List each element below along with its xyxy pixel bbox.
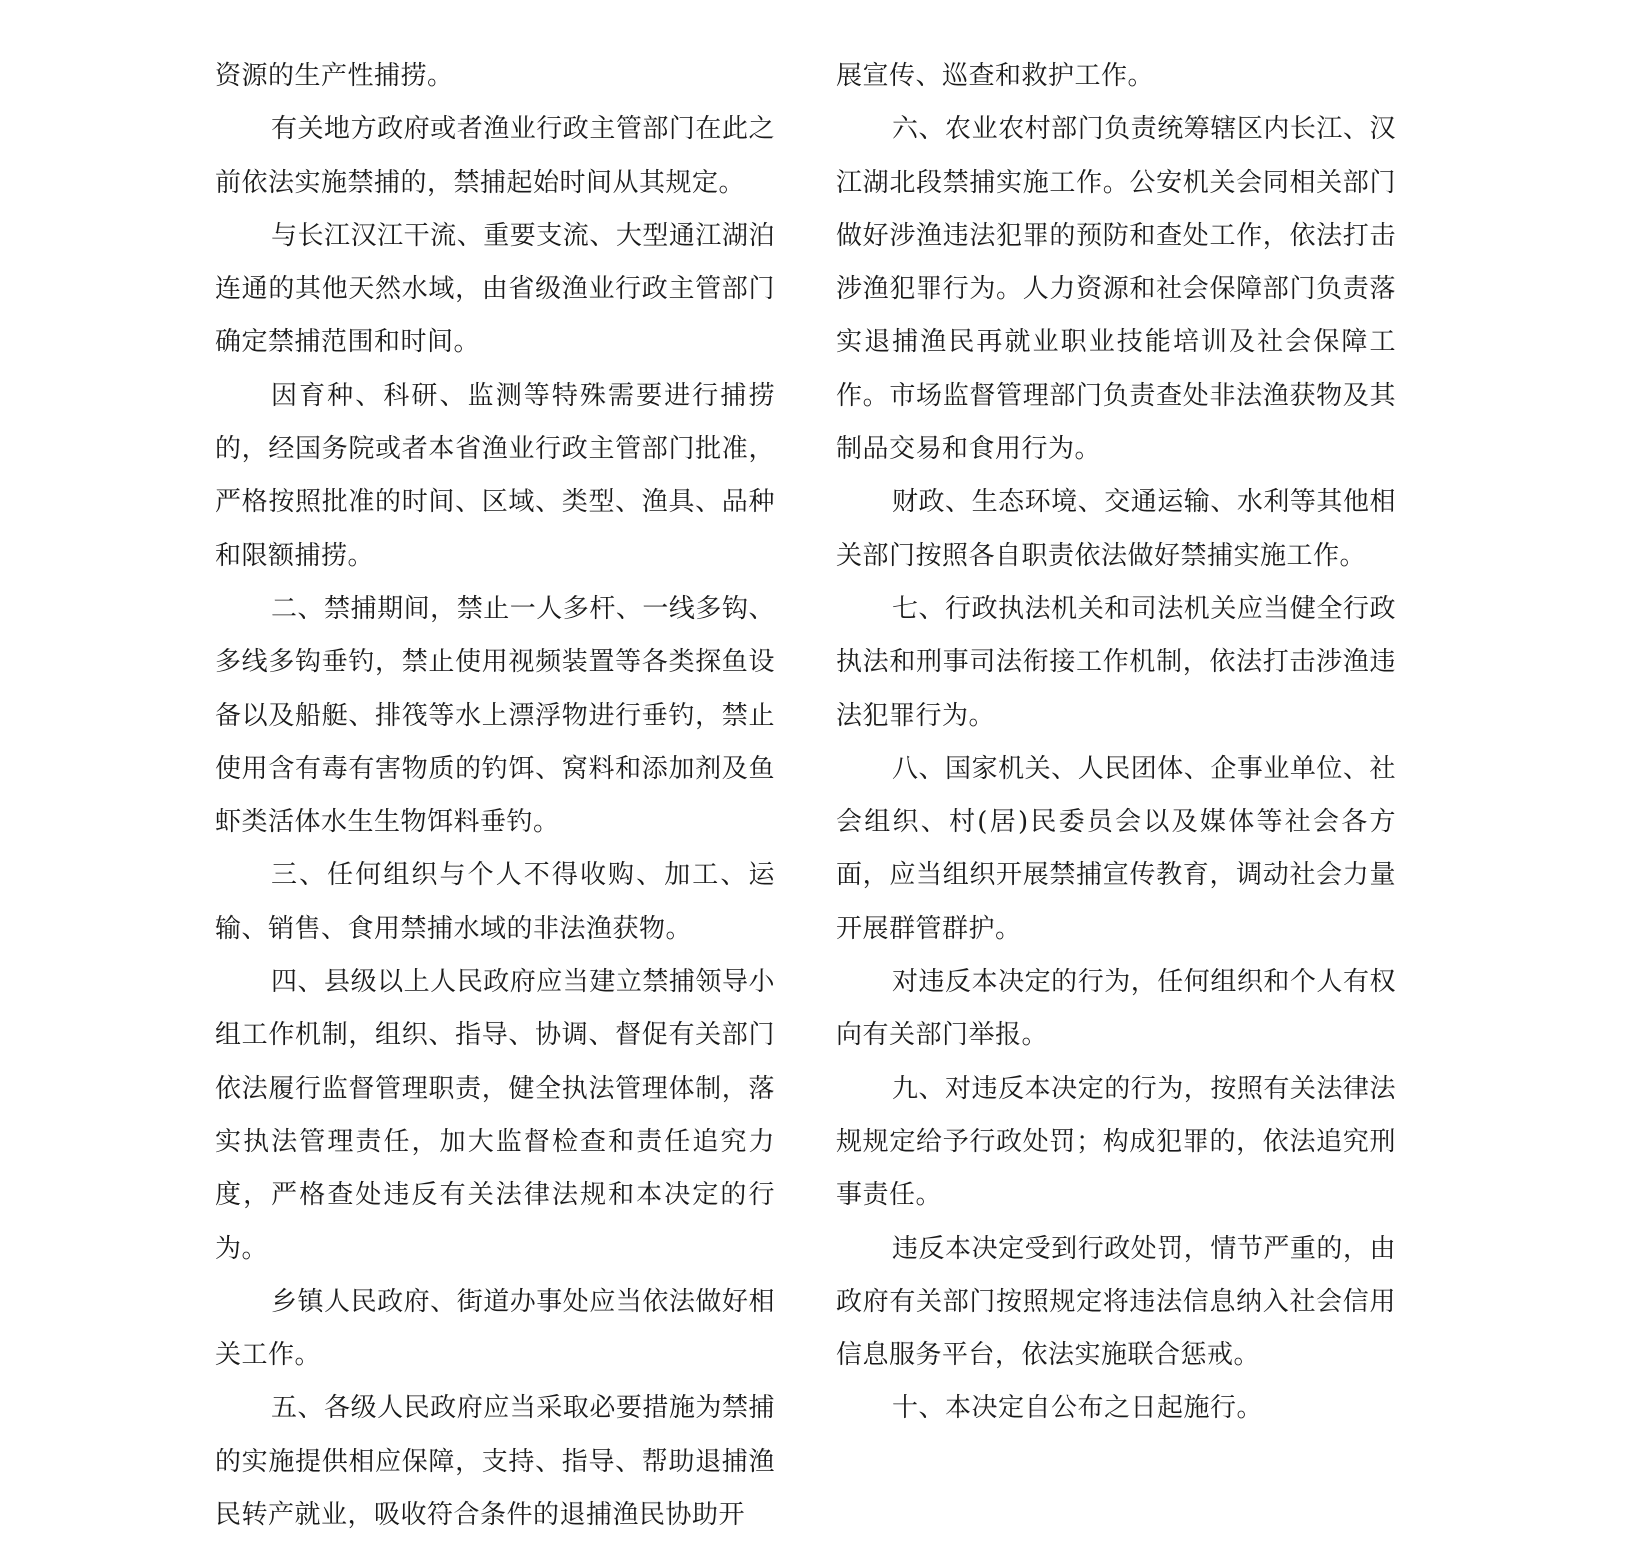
- article-7-paragraph: 七、行政执法机关和司法机关应当健全行政执法和刑事司法衔接工作机制，依法打击涉渔违法犯罪行为。: [836, 593, 1396, 731]
- paragraph: 与长江汉江干流、重要支流、大型通江湖泊连通的其他天然水域，由省级渔业行政主管部门确定禁捕范围和时间。: [215, 220, 775, 358]
- paragraph: 展宣传、巡查和救护工作。: [836, 61, 1155, 91]
- article-8-paragraph: 八、国家机关、人民团体、企事业单位、社会组织、村(居)民委员会以及媒体等社会各方面，应当组织开展禁捕宣传教育，调动社会力量开展群管群护。: [836, 753, 1396, 944]
- article-5-paragraph: 五、各级人民政府应当采取必要措施为禁捕的实施提供相应保障，支持、指导、帮助退捕渔民转产就业，吸收符合条件的退捕渔民协助开: [215, 1393, 775, 1531]
- left-column: [215, 50, 775, 1542]
- paragraph: 违反本决定受到行政处罚，情节严重的，由政府有关部门按照规定将违法信息纳入社会信用信息服务平台，依法实施联合惩戒。: [836, 1233, 1396, 1371]
- paragraph: 对违反本决定的行为，任何组织和个人有权向有关部门举报。: [836, 967, 1396, 1051]
- article-4-paragraph: 四、县级以上人民政府应当建立禁捕领导小组工作机制，组织、指导、协调、督促有关部门依法履行监督管理职责，健全执法管理体制，落实执法管理责任，加大监督检查和责任追究力度，严格查处违反有关法律法规和本决定的行为。: [215, 967, 775, 1264]
- article-2-paragraph: 二、禁捕期间，禁止一人多杆、一线多钩、多线多钩垂钓，禁止使用视频装置等各类探鱼设备以及船艇、排筏等水上漂浮物进行垂钓，禁止使用含有毒有害物质的钓饵、窝料和添加剂及鱼虾类活体水生生物饵料垂钓。: [215, 593, 775, 838]
- paragraph: 因育种、科研、监测等特殊需要进行捕捞的，经国务院或者本省渔业行政主管部门批准，严格按照批准的时间、区域、类型、渔具、品种和限额捕捞。: [215, 380, 775, 571]
- article-6-paragraph: 六、农业农村部门负责统筹辖区内长江、汉江湖北段禁捕实施工作。公安机关会同相关部门做好涉渔违法犯罪的预防和查处工作，依法打击涉渔犯罪行为。人力资源和社会保障部门负责落实退捕渔民再就业职业技能培训及社会保障工作。市场监督管理部门负责查处非法渔获物及其制品交易和食用行为。: [836, 114, 1396, 465]
- article-9-paragraph: 九、对违反本决定的行为，按照有关法律法规规定给予行政处罚；构成犯罪的，依法追究刑事责任。: [836, 1073, 1396, 1211]
- article-3-paragraph: 三、任何组织与个人不得收购、加工、运输、销售、食用禁捕水域的非法渔获物。: [215, 860, 775, 944]
- paragraph: 资源的生产性捕捞。: [215, 61, 454, 91]
- paragraph: 财政、生态环境、交通运输、水利等其他相关部门按照各自职责依法做好禁捕实施工作。: [836, 487, 1396, 571]
- paragraph: 乡镇人民政府、街道办事处应当依法做好相关工作。: [215, 1286, 775, 1371]
- paragraph: 有关地方政府或者渔业行政主管部门在此之前依法实施禁捕的，禁捕起始时间从其规定。: [215, 114, 775, 198]
- article-10-paragraph: 十、本决定自公布之日起施行。: [892, 1393, 1264, 1424]
- right-column: [836, 50, 1396, 1436]
